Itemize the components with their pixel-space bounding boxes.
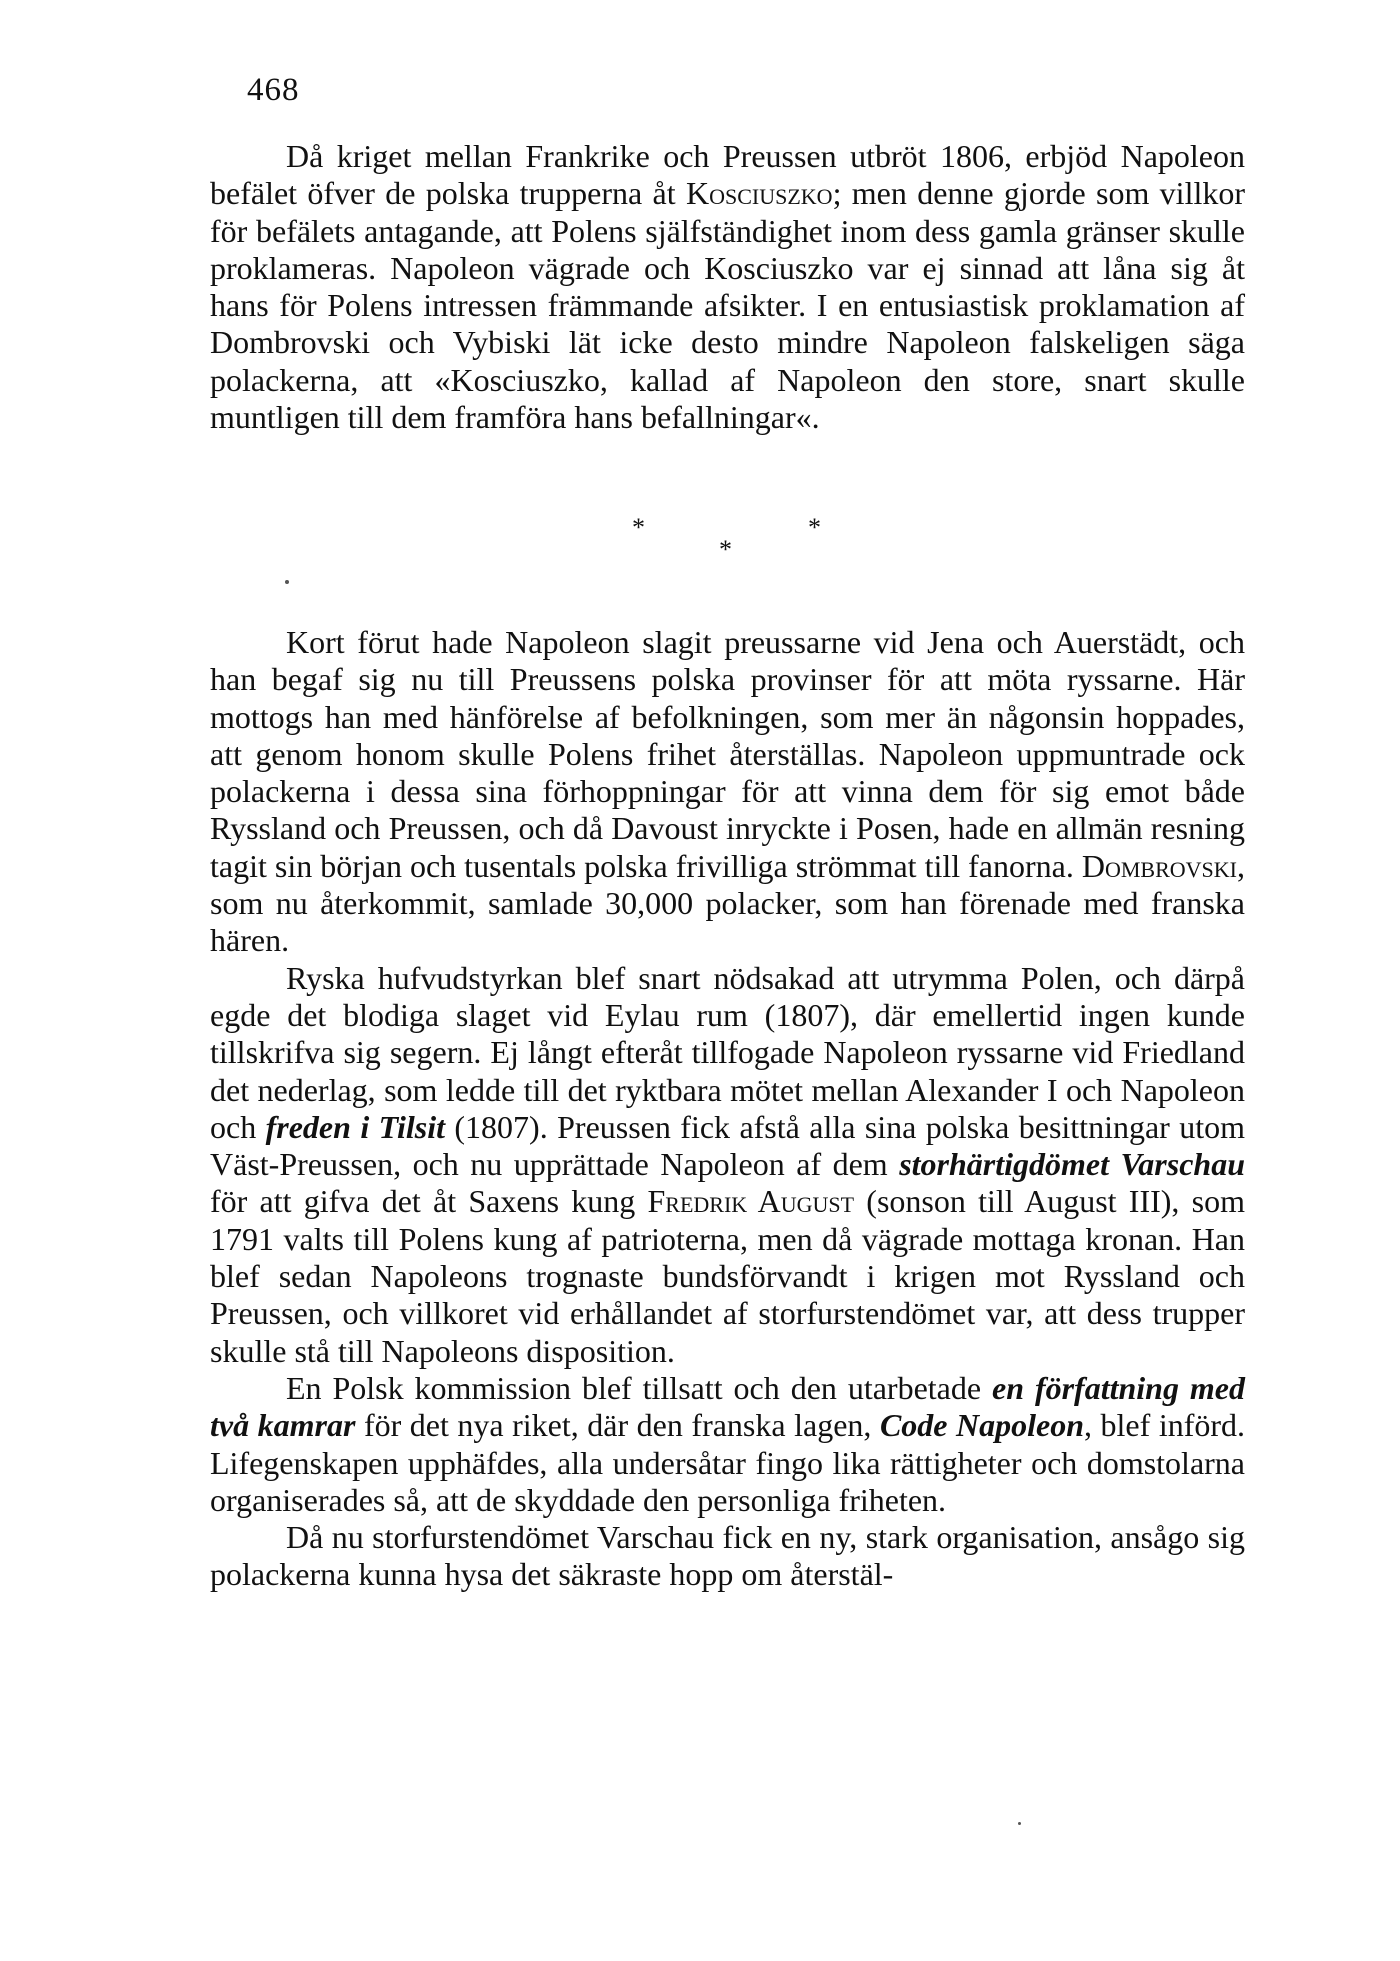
text-run: (1807). Preussen fick afstå alla sina polska besittningar utom Väst-Preussen, och nu upprättade Napoleon af dem bbox=[210, 1108, 1246, 1183]
text-run: Kort förut hade Napoleon slagit preussarne vid Jena och Auerstädt, och han begaf sig nu till Preussens polska provinser för att möta ryssarne. Här mottogs han med hänförelse af befolkningen, som mer än någonsin hoppades, att genom honom skulle Polens frihet återställas. Napoleon uppmuntrade ock polackerna i dessa sina förhoppningar för att vinna dem för sig emot både Ryssland och Preussen, och då Davoust inryckte i Posen, hade en allmän resning tagit sin början och tusentals polska frivilliga strömmat till fanorna. bbox=[210, 624, 1245, 884]
text-run: Då kriget mellan Frankrike och Preussen utbröt 1806, erbjöd Napoleon befälet öfver de polska trupperna åt bbox=[210, 138, 1245, 212]
page-number: 468 bbox=[247, 72, 300, 108]
section-separator bbox=[0, 515, 1400, 585]
print-speck bbox=[1018, 1822, 1021, 1825]
text-run: (sonson till August III), som 1791 valts till Polens kung af patrioterna, men då vägrade mottaga kronan. Han blef sedan Napoleons trognaste bundsförvandt i krigen mot Ryssland och Preussen, och villkoret vid erhållandet af storfurstendömet var, att dess trupper skulle stå till Napoleons disposition. bbox=[210, 1183, 1245, 1369]
emphasis: Code Napoleon bbox=[879, 1407, 1085, 1444]
separator-star: * bbox=[632, 513, 645, 542]
text-run: för det nya riket, där den franska lagen, bbox=[355, 1407, 880, 1444]
person-name: Kosciuszko bbox=[685, 175, 833, 212]
text-section-1 bbox=[210, 138, 1245, 436]
paragraph bbox=[210, 960, 1245, 1370]
text-run: , som nu återkommit, samlade 30,000 polacker, som han förenade med franska hären. bbox=[210, 847, 1245, 959]
paragraph bbox=[210, 138, 1245, 436]
text-section-2 bbox=[210, 624, 1245, 1594]
text-run: En Polsk kommission blef tillsatt och den utarbetade bbox=[286, 1369, 993, 1406]
emphasis: storhärtigdömet Varschau bbox=[899, 1146, 1245, 1183]
print-speck bbox=[285, 580, 289, 584]
emphasis: en författning med två kamrar bbox=[210, 1369, 1246, 1444]
text-run: Då nu storfurstendömet Varschau fick en ny, stark organisation, ansågo sig polackerna kunna hysa det säkraste hopp om återstäl- bbox=[210, 1519, 1245, 1593]
emphasis: freden i Tilsit bbox=[265, 1108, 445, 1145]
separator-star: * bbox=[808, 513, 821, 542]
paragraph bbox=[210, 1519, 1245, 1594]
person-name: Dombrovski bbox=[1081, 847, 1237, 884]
text-run: ; men denne gjorde som villkor för befälets antagande, att Polens själfständighet inom dess gamla gränser skulle proklameras. Napoleon vägrade och Kosciuszko var ej sinnad att låna sig åt hans för Polens intressen främmande afsikter. I en entusiastisk proklamation af Dombrovski och Vybiski lät icke desto mindre Napoleon falskeligen säga polackerna, att «Kosciuszko, kallad af Napoleon den store, snart skulle muntligen till dem framföra hans befallningar«. bbox=[210, 175, 1246, 436]
text-run: Ryska hufvudstyrkan blef snart nödsakad att utrymma Polen, och därpå egde det blodiga slaget vid Eylau rum (1807), där emellertid ingen kunde tillskrifva sig segern. Ej långt efteråt tillfogade Napoleon ryssarne vid Friedland det nederlag, som ledde till det ryktbara mötet mellan Alexander I och Napoleon och bbox=[210, 959, 1245, 1145]
text-run: för att gifva det åt Saxens kung bbox=[210, 1183, 648, 1220]
text-run: , blef införd. Lifegenskapen upphäfdes, alla undersåtar fingo lika rättigheter och domstolarna organiserades så, att de skyddade den personliga friheten. bbox=[210, 1407, 1246, 1518]
paragraph bbox=[210, 1370, 1245, 1519]
person-name: Fredrik August bbox=[647, 1183, 855, 1220]
separator-star: * bbox=[719, 535, 732, 564]
paragraph bbox=[210, 624, 1245, 960]
